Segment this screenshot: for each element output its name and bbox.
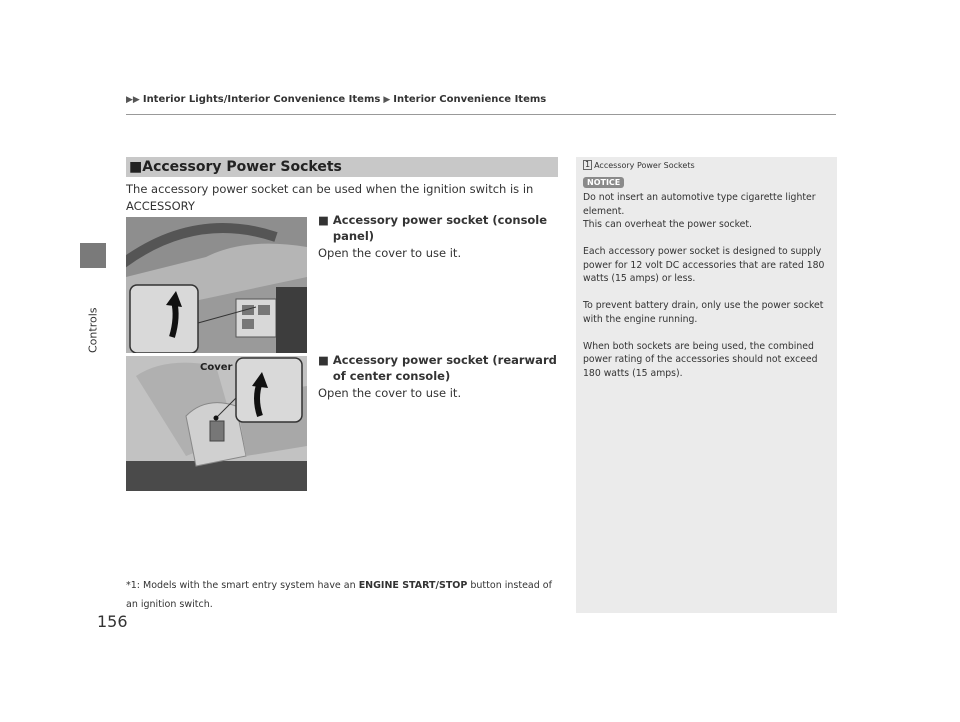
center-console-socket-photo xyxy=(126,356,307,491)
subsection-console-panel xyxy=(318,212,562,261)
notes-sidebar xyxy=(576,157,837,613)
subsection-title xyxy=(318,352,562,384)
subsection-title-text: Accessory power socket (rearward of center console) xyxy=(332,353,557,383)
sidebar-paragraph: When both sockets are being used, the combined power rating of the accessories should not exceed 180 watts (15 amps). xyxy=(583,340,818,379)
section-title-text: Accessory Power Sockets xyxy=(142,159,342,175)
intro-text: The accessory power socket can be used when the ignition switch is in ACCESSORY xyxy=(126,182,534,213)
sidebar-paragraph: To prevent battery drain, only use the power socket with the engine running. xyxy=(583,300,824,325)
sidebar-paragraph: Do not insert an automotive type cigarette lighter element. This can overheat the power socket. xyxy=(583,192,816,230)
subsection-title xyxy=(318,212,562,244)
breadcrumb-arrow-icon: ▶▶ xyxy=(126,94,140,105)
section-header xyxy=(126,157,558,177)
subsection-text: Open the cover to use it. xyxy=(318,246,462,260)
header-divider xyxy=(126,114,836,115)
chapter-label: Controls xyxy=(86,307,100,353)
breadcrumb-arrow-icon: ▶ xyxy=(383,94,391,105)
bullet-square-icon: ■ xyxy=(318,353,329,367)
chapter-tab-marker xyxy=(80,243,106,268)
cover-callout: Cover xyxy=(200,362,233,373)
sidebar-heading-text: Accessory Power Sockets xyxy=(594,160,695,170)
sidebar-heading xyxy=(583,160,695,170)
notice-badge: NOTICE xyxy=(583,177,624,188)
sidebar-paragraph: Each accessory power socket is designed to supply power for 12 volt DC accessories that are rated 180 watts (15 amps) or less. xyxy=(583,246,825,284)
footnote-suffix: button instead of an ignition switch. xyxy=(126,580,552,610)
subsection-rear-console xyxy=(318,352,562,401)
subsection-text: Open the cover to use it. xyxy=(318,386,462,400)
breadcrumb-item: Interior Convenience Items xyxy=(393,94,547,105)
reference-marker-icon: 1 xyxy=(585,160,591,169)
footnote-prefix: *1: Models with the smart entry system have an xyxy=(126,580,356,591)
subsection-title-text: Accessory power socket (console panel) xyxy=(332,213,548,243)
footnote-bold: ENGINE START/STOP xyxy=(358,580,468,591)
section-title: ■Accessory Power Sockets xyxy=(129,159,342,175)
bullet-square-icon: ■ xyxy=(318,213,329,227)
page-number: 156 xyxy=(97,612,128,631)
footnote xyxy=(126,576,562,614)
sidebar-body xyxy=(583,191,831,394)
breadcrumb xyxy=(126,94,546,105)
console-panel-socket-photo xyxy=(126,217,307,353)
breadcrumb-item: Interior Lights/Interior Convenience Items xyxy=(142,94,381,105)
